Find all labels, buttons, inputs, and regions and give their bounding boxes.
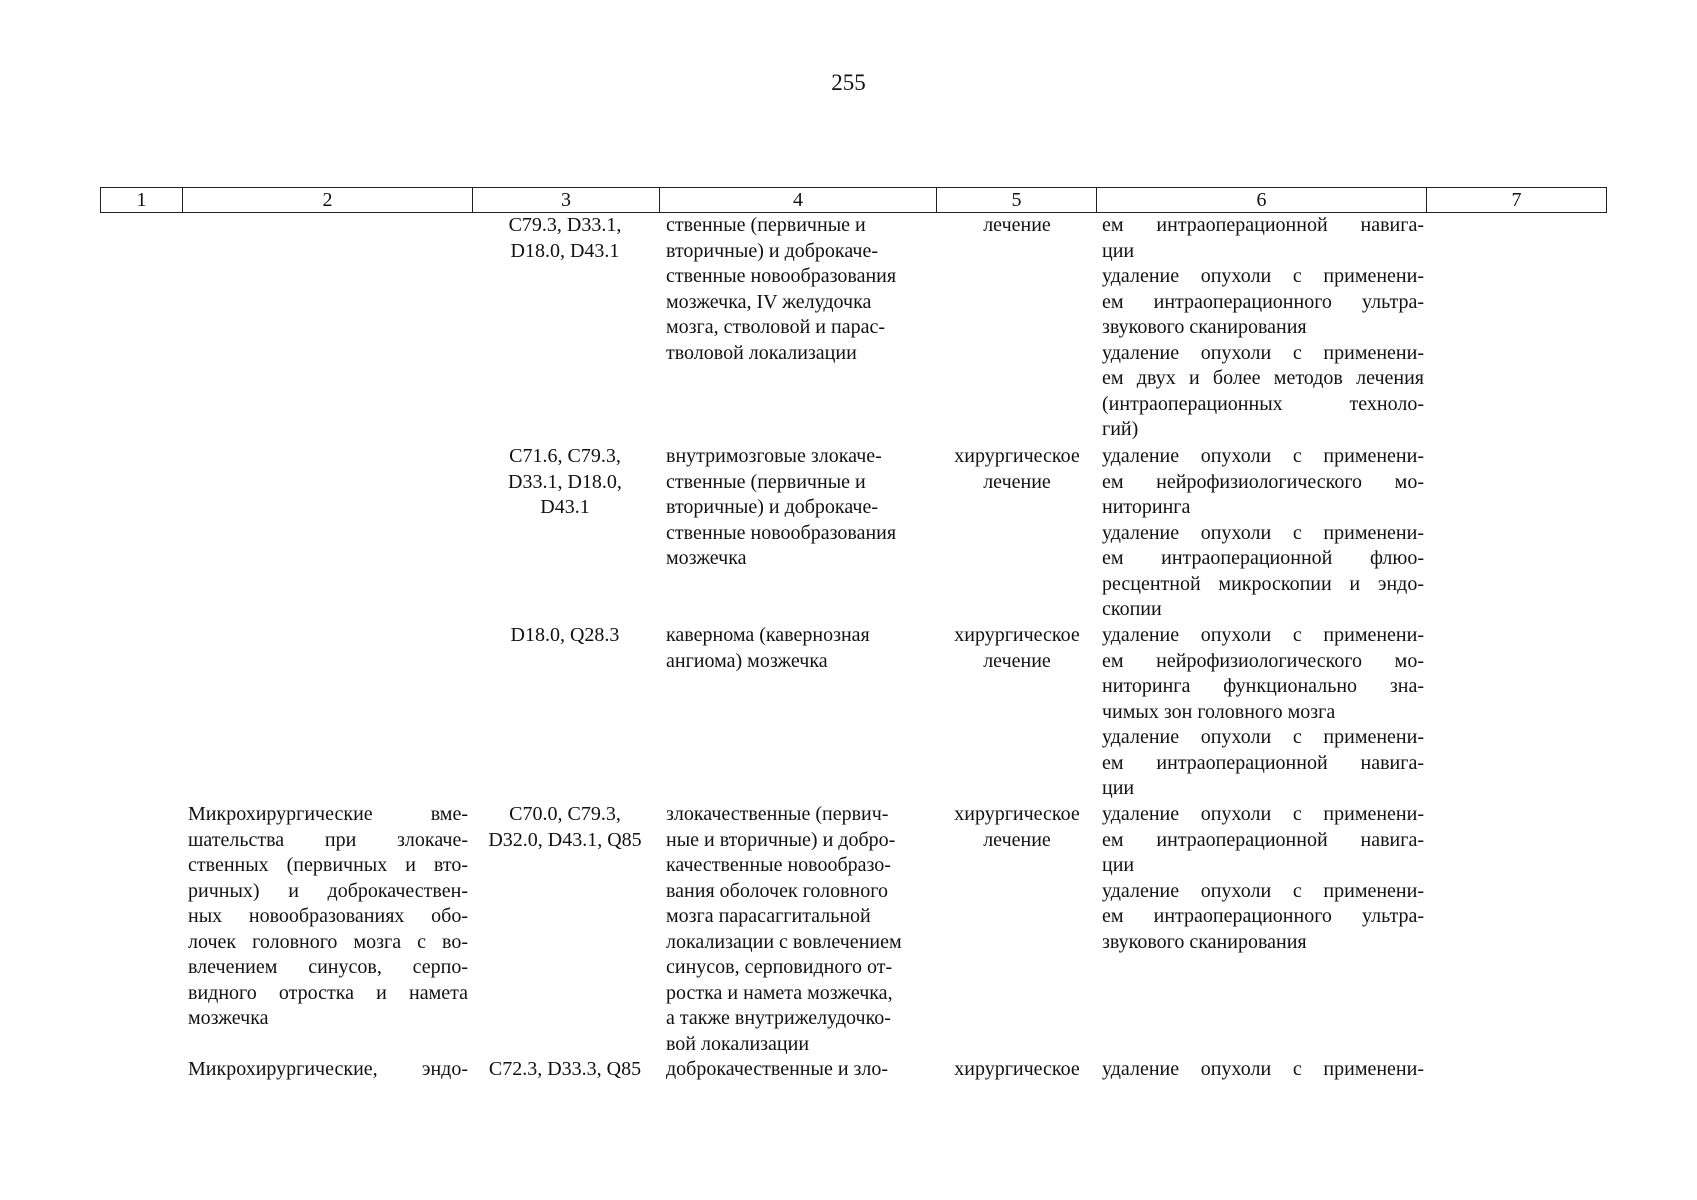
row2-treatment-line: хирургическое [954,445,1080,467]
column-number-header [100,187,1607,213]
row3-treatment-type [942,623,1092,674]
row4-method-line: ем интраоперационной навига- [1102,828,1424,851]
row1-code-line: D18.0, D43.1 [510,239,620,262]
row4-intervention-line: мозжечка [188,1007,269,1029]
row3-method-line: ции [1102,777,1135,799]
row2-diagnosis-line: ственные новообразования [666,521,897,544]
row4-intervention-line: ричных) и доброкачествен- [188,879,468,902]
row1-diagnosis-line: мозжечка, IV желудочка [666,290,872,313]
row3-method-line: чимых зон головного мозга [1102,700,1336,723]
row2-treatment-type [942,444,1092,495]
row2-method-line: удаление опухоли с применени- [1102,521,1424,544]
row4-diagnosis-line: ростка и намета мозжечка, [666,981,893,1004]
row4-diagnosis-line: локализации с вовлечением [666,930,902,953]
row2-diagnosis-line: вторичные) и доброкаче- [666,496,879,518]
row1-treatment-line: лечение [983,214,1051,236]
row4-intervention-line: лочек головного мозга с во- [188,930,468,953]
row4-method-line: удаление опухоли с применени- [1102,879,1424,902]
row3-codes [472,623,658,649]
row3-diagnosis-line: ангиома) мозжечка [666,649,828,672]
row3-treatment-line: лечение [983,649,1051,672]
header-row [101,188,1607,213]
row3-treatment-line: хирургическое [954,624,1080,646]
row4-diagnosis [666,802,938,1057]
row3-method-line: ем нейрофизиологического мо- [1102,649,1424,672]
row5-intervention [188,1057,468,1083]
row1-method-line: ем интраоперационного ультра- [1102,290,1424,313]
row4-treatment-line: лечение [983,828,1051,851]
row2-code-line: D43.1 [540,496,590,518]
row4-codes [472,802,658,853]
row4-method-line: ем интраоперационного ультра- [1102,905,1424,927]
header-col-6: 6 [1097,188,1427,213]
row2-treatment-line: лечение [983,470,1051,493]
row4-diagnosis-line: злокачественные (первич- [666,803,889,825]
row1-diagnosis-line: тволовой локализации [666,341,857,364]
row5-diagnosis [666,1057,938,1083]
row1-method-line: удаление опухоли с применени- [1102,265,1424,287]
row3-method-line: удаление опухоли с применени- [1102,726,1424,748]
header-col-4: 4 [660,188,937,213]
row4-intervention-line: влечением синусов, серпо- [188,956,468,978]
row2-method-line: ем нейрофизиологического мо- [1102,470,1424,493]
row2-diagnosis-line: ственные (первичные и [666,470,866,493]
row1-diagnosis-line: мозга, стволовой и парас- [666,316,885,338]
row5-intervention-line: Микрохирургические, эндо- [188,1058,468,1080]
row1-method-line: удаление опухоли с применени- [1102,341,1424,364]
row5-codes [472,1057,658,1083]
row1-diagnosis-line: ственные новообразования [666,265,897,287]
row1-diagnosis-line: ственные (первичные и [666,214,866,236]
row2-method [1102,444,1424,623]
page-number: 255 [831,70,866,95]
row5-diagnosis-line: доброкачественные и зло- [666,1058,889,1080]
row2-code-line: D33.1, D18.0, [508,470,622,493]
row2-method-line: удаление опухоли с применени- [1102,445,1424,467]
row5-code-line: C72.3, D33.3, Q85 [488,1058,642,1080]
row1-code-line: C79.3, D33.1, [508,214,622,236]
row3-method-line: удаление опухоли с применени- [1102,624,1424,646]
row5-treatment-line: хирургическое [954,1058,1080,1080]
row4-intervention-line: видного отростка и намета [188,981,468,1004]
row2-method-line: ем интраоперационной флюо- [1102,547,1424,569]
row4-treatment-line: хирургическое [954,803,1080,825]
row4-diagnosis-line: а также внутрижелудочко- [666,1007,891,1029]
row2-method-line: ресцентной микроскопии и эндо- [1102,572,1424,595]
row1-method-line: (интраоперационных техноло- [1102,392,1424,415]
row2-diagnosis-line: внутримозговые злокаче- [666,445,882,467]
header-col-1: 1 [101,188,183,213]
row1-method-line: ем интраоперационной навига- [1102,214,1424,236]
row2-codes [472,444,658,521]
row3-method-line: ниторинга функционально зна- [1102,675,1424,697]
row4-diagnosis-line: вой локализации [666,1032,810,1055]
row2-method-line: ниторинга [1102,496,1191,518]
row5-treatment-type [942,1057,1092,1083]
row1-method-line: ем двух и более методов лечения [1102,367,1424,389]
row2-diagnosis [666,444,938,572]
row4-diagnosis-line: вания оболочек головного [666,879,888,902]
row1-treatment-type [942,213,1092,239]
header-col-7: 7 [1427,188,1607,213]
row5-method-line: удаление опухоли с применени- [1102,1058,1424,1080]
row3-code-line: D18.0, Q28.3 [510,624,620,646]
row3-diagnosis-line: кавернома (кавернозная [666,624,870,646]
row4-diagnosis-line: мозга парасаггитальной [666,905,871,927]
row4-intervention-line: ных новообразованиях обо- [188,905,468,927]
row4-diagnosis-line: синусов, серповидного от- [666,956,893,978]
header-col-2: 2 [183,188,473,213]
row1-diagnosis-line: вторичные) и доброкаче- [666,239,879,262]
row2-code-line: C71.6, C79.3, [509,445,621,467]
row4-code-line: D32.0, D43.1, Q85 [488,828,642,851]
header-col-5: 5 [937,188,1097,213]
row1-method-line: ции [1102,239,1135,262]
row3-method [1102,623,1424,802]
row3-diagnosis [666,623,938,674]
row5-method [1102,1057,1424,1083]
row4-intervention-line: шательства при злокаче- [188,828,468,851]
row4-method-line: звукового сканирования [1102,930,1307,953]
row2-method-line: скопии [1102,598,1162,620]
header-col-3: 3 [473,188,660,213]
row4-method-line: ции [1102,854,1135,876]
row1-method-line: гий) [1102,418,1139,440]
row3-method-line: ем интраоперационной навига- [1102,751,1424,774]
row2-diagnosis-line: мозжечка [666,547,747,569]
row4-code-line: C70.0, C79.3, [509,803,621,825]
row1-diagnosis [666,213,938,366]
row1-codes [472,213,658,264]
row4-intervention-line: Микрохирургические вме- [188,803,468,825]
row4-diagnosis-line: ные и вторичные) и добро- [666,828,896,851]
row4-intervention-line: ственных (первичных и вто- [188,854,468,876]
row4-intervention [188,802,468,1032]
row4-method [1102,802,1424,955]
row1-method [1102,213,1424,443]
row4-treatment-type [942,802,1092,853]
row4-method-line: удаление опухоли с применени- [1102,803,1424,825]
row4-diagnosis-line: качественные новообразо- [666,854,891,876]
row1-method-line: звукового сканирования [1102,316,1307,338]
